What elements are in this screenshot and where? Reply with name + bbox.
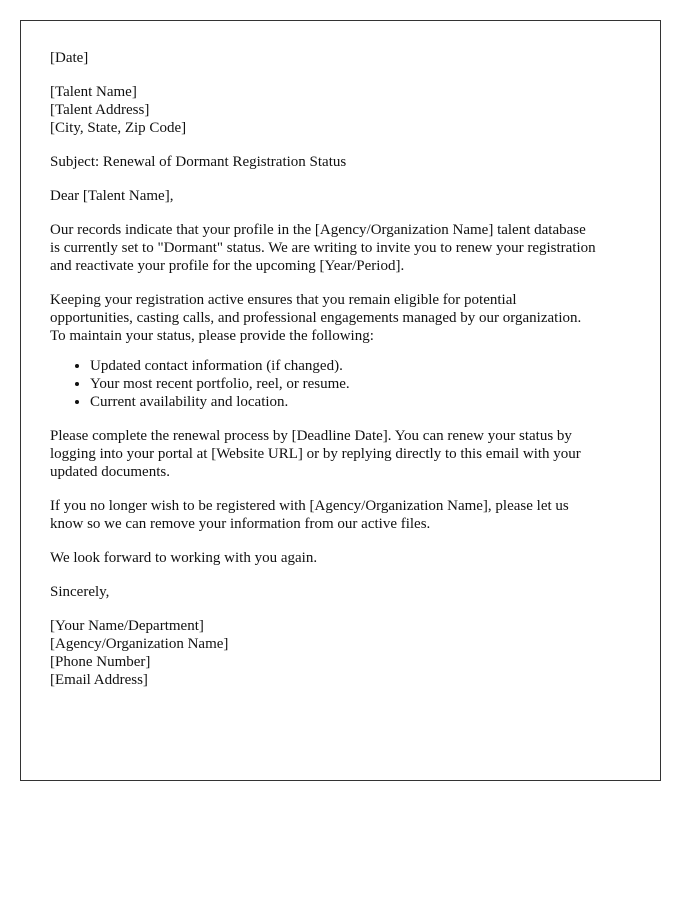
paragraph-line: We look forward to working with you again. [50,550,318,566]
list-item: • Your most recent portfolio, reel, or resume. [90,375,640,393]
signature-organization: [Agency/Organization Name] [50,636,229,652]
paragraph-line: is currently set to "Dormant" status. We are writing to invite you to renew your registration [50,240,596,256]
subject-line [50,153,640,171]
subject-text: Subject: Renewal of Dormant Registration Status [50,154,347,170]
paragraph-line: To maintain your status, please provide the following: [50,328,374,344]
paragraph-closing-remark [50,549,640,567]
paragraph-line: updated documents. [50,464,170,480]
closing-text: Sincerely, [50,584,110,600]
letter-content [50,49,640,705]
paragraph-requirements [50,291,640,345]
paragraph-optout [50,497,640,533]
letter-page [20,20,661,781]
signature-phone: [Phone Number] [50,654,151,670]
recipient-city-line: [City, State, Zip Code] [50,120,187,136]
signature-email: [Email Address] [50,672,148,688]
signature-block [50,617,640,689]
date-text: [Date] [50,50,89,66]
paragraph-line: logging into your portal at [Website URL] or by replying directly to this email with your [50,446,581,462]
date-line [50,49,640,67]
list-item: • Current availability and location. [90,393,640,411]
recipient-address: [Talent Address] [50,102,150,118]
recipient-address-block [50,83,640,137]
paragraph-line: If you no longer wish to be registered with [Agency/Organization Name], please let us [50,498,569,514]
paragraph-line: Keeping your registration active ensures that you remain eligible for potential [50,292,517,308]
paragraph-deadline [50,427,640,481]
requirements-list [50,357,640,411]
signature-name: [Your Name/Department] [50,618,204,634]
paragraph-line: opportunities, casting calls, and professional engagements managed by our organization. [50,310,582,326]
paragraph-line: know so we can remove your information from our active files. [50,516,431,532]
list-item: • Updated contact information (if changed). [90,357,640,375]
recipient-name: [Talent Name] [50,84,137,100]
paragraph-line: Please complete the renewal process by [Deadline Date]. You can renew your status by [50,428,572,444]
closing [50,583,640,601]
paragraph-line: and reactivate your profile for the upcoming [Year/Period]. [50,258,405,274]
salutation-text: Dear [Talent Name], [50,188,174,204]
paragraph-intro [50,221,640,275]
paragraph-line: Our records indicate that your profile in the [Agency/Organization Name] talent database [50,222,586,238]
salutation [50,187,640,205]
